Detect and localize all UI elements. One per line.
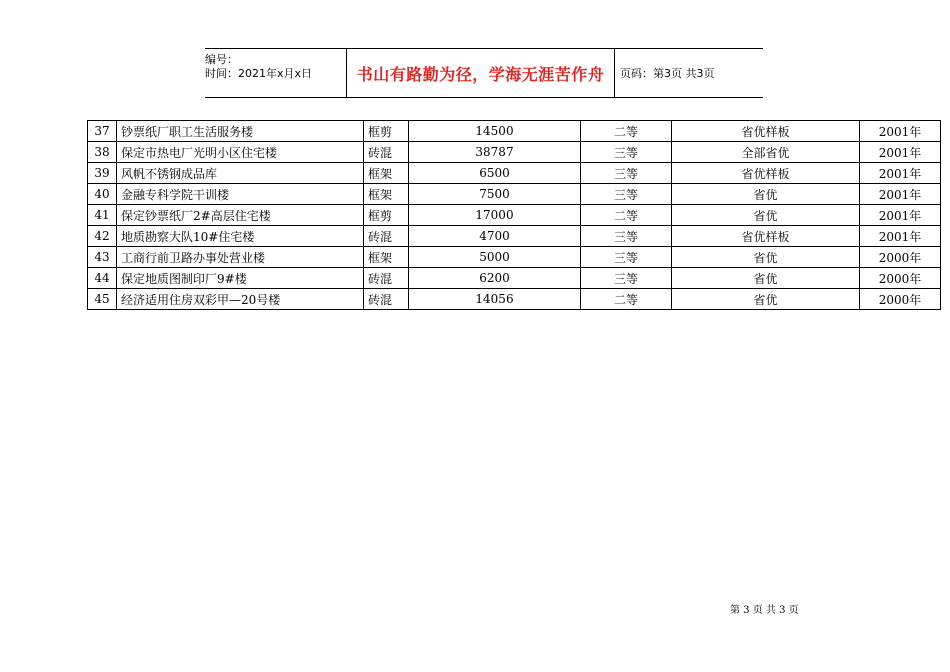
award-year-cell: 2001年 (860, 205, 941, 226)
quality-grade-cell: 三等 (581, 163, 672, 184)
floor-area-cell: 5000 (409, 247, 581, 268)
project-table (87, 120, 941, 310)
structure-type-cell: 砖混 (364, 142, 409, 163)
project-name-cell: 地质勘察大队10#住宅楼 (117, 226, 364, 247)
table-row (88, 247, 941, 268)
award-level-cell: 省优 (672, 268, 860, 289)
table-row (88, 163, 941, 184)
row-number-cell: 41 (88, 205, 117, 226)
structure-type-cell: 砖混 (364, 226, 409, 247)
floor-area-cell: 6200 (409, 268, 581, 289)
table-row (88, 205, 941, 226)
table-row (88, 121, 941, 142)
row-number-cell: 42 (88, 226, 117, 247)
structure-type-cell: 砖混 (364, 268, 409, 289)
structure-type-cell: 框剪 (364, 121, 409, 142)
project-name-cell: 保定市热电厂光明小区住宅楼 (117, 142, 364, 163)
header-motto-cell (346, 49, 615, 97)
code-label: 编号： (205, 53, 238, 66)
award-level-cell: 省优 (672, 289, 860, 310)
project-name-cell: 保定地质图制印厂9#楼 (117, 268, 364, 289)
floor-area-cell: 4700 (409, 226, 581, 247)
page-number-label: 页码：第3页 共3页 (620, 67, 715, 80)
award-year-cell: 2000年 (860, 289, 941, 310)
award-level-cell: 全部省优 (672, 142, 860, 163)
award-year-cell: 2001年 (860, 163, 941, 184)
project-name-cell: 工商行前卫路办事处营业楼 (117, 247, 364, 268)
row-number-cell: 39 (88, 163, 117, 184)
quality-grade-cell: 二等 (581, 121, 672, 142)
quality-grade-cell: 二等 (581, 289, 672, 310)
award-year-cell: 2001年 (860, 184, 941, 205)
floor-area-cell: 7500 (409, 184, 581, 205)
award-level-cell: 省优样板 (672, 226, 860, 247)
project-name-cell: 风帆不锈钢成品库 (117, 163, 364, 184)
project-name-cell: 金融专科学院干训楼 (117, 184, 364, 205)
quality-grade-cell: 三等 (581, 142, 672, 163)
row-number-cell: 38 (88, 142, 117, 163)
header-left-cell (205, 49, 346, 97)
award-year-cell: 2001年 (860, 226, 941, 247)
quality-grade-cell: 三等 (581, 226, 672, 247)
row-number-cell: 37 (88, 121, 117, 142)
project-name-cell: 经济适用住房双彩甲—20号楼 (117, 289, 364, 310)
quality-grade-cell: 三等 (581, 247, 672, 268)
quality-grade-cell: 二等 (581, 205, 672, 226)
row-number-cell: 44 (88, 268, 117, 289)
award-level-cell: 省优 (672, 205, 860, 226)
table-row (88, 226, 941, 247)
structure-type-cell: 框架 (364, 247, 409, 268)
row-number-cell: 43 (88, 247, 117, 268)
header-page-cell (614, 49, 763, 97)
time-label: 时间：2021年x月x日 (205, 67, 313, 80)
award-level-cell: 省优 (672, 184, 860, 205)
table-row (88, 268, 941, 289)
page-header (205, 48, 763, 98)
award-year-cell: 2000年 (860, 268, 941, 289)
floor-area-cell: 6500 (409, 163, 581, 184)
award-level-cell: 省优 (672, 247, 860, 268)
quality-grade-cell: 三等 (581, 184, 672, 205)
quality-grade-cell: 三等 (581, 268, 672, 289)
award-level-cell: 省优样板 (672, 163, 860, 184)
floor-area-cell: 38787 (409, 142, 581, 163)
award-year-cell: 2000年 (860, 247, 941, 268)
project-name-cell: 保定钞票纸厂2#高层住宅楼 (117, 205, 364, 226)
structure-type-cell: 框剪 (364, 205, 409, 226)
table-row (88, 142, 941, 163)
row-number-cell: 40 (88, 184, 117, 205)
award-level-cell: 省优样板 (672, 121, 860, 142)
floor-area-cell: 17000 (409, 205, 581, 226)
project-table-body (88, 121, 941, 310)
structure-type-cell: 框架 (364, 163, 409, 184)
row-number-cell: 45 (88, 289, 117, 310)
project-name-cell: 钞票纸厂职工生活服务楼 (117, 121, 364, 142)
award-year-cell: 2001年 (860, 142, 941, 163)
structure-type-cell: 砖混 (364, 289, 409, 310)
structure-type-cell: 框架 (364, 184, 409, 205)
page-footer: 第 3 页 共 3 页 (730, 605, 799, 616)
motto-text: 书山有路勤为径，学海无涯苦作舟 (356, 64, 605, 84)
floor-area-cell: 14056 (409, 289, 581, 310)
floor-area-cell: 14500 (409, 121, 581, 142)
award-year-cell: 2001年 (860, 121, 941, 142)
table-row (88, 289, 941, 310)
table-row (88, 184, 941, 205)
